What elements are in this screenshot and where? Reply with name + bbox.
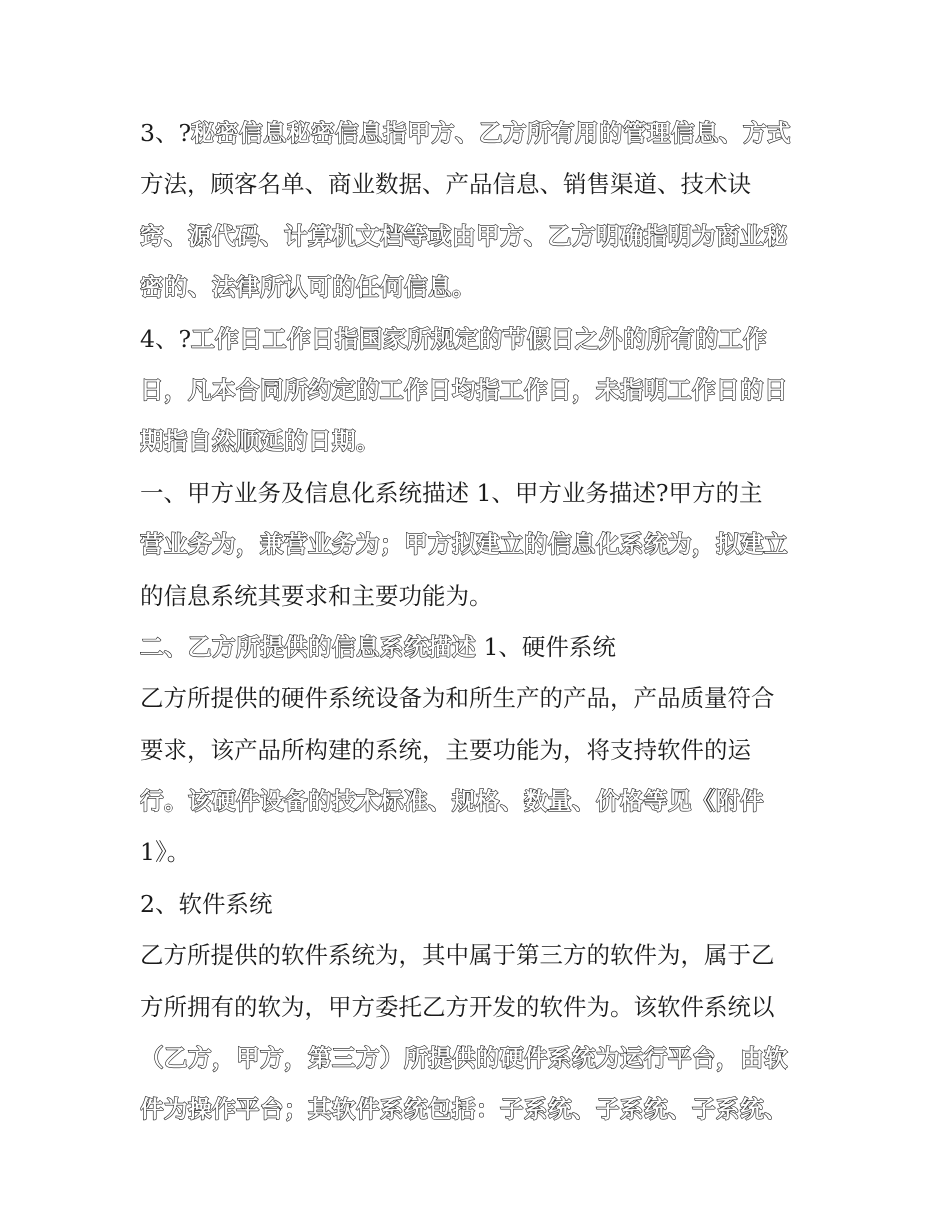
- document-body: [140, 108, 820, 1136]
- text-plain: 要求，该产品所构建的系统，主要功能为，将支持软件的运: [140, 735, 751, 764]
- text-plain: 乙方所提供的硬件系统设备为和所生产的产品，产品质量符合: [140, 684, 775, 713]
- text-line: [140, 1033, 820, 1084]
- text-line: [140, 879, 820, 930]
- text-line: [140, 416, 820, 467]
- text-line: [140, 108, 820, 159]
- text-line: [140, 673, 820, 724]
- text-outlined: 二、乙方所提供的信息系统描述: [140, 632, 476, 661]
- text-line: [140, 930, 820, 981]
- text-line: [140, 365, 820, 416]
- text-plain: 的信息系统其要求和主要功能为。: [140, 581, 493, 610]
- text-outlined: 件为操作平台；其软件系统包括：子系统、子系统、子系统、: [140, 1095, 788, 1124]
- text-line: [140, 211, 820, 262]
- text-line: [140, 776, 820, 827]
- text-line: [140, 725, 820, 776]
- text-outlined: 日，凡本合同所约定的工作日均指工作日，未指明工作日的日: [140, 375, 788, 404]
- text-outlined: 秘密信息秘密信息指甲方、乙方所有用的管理信息、方式: [191, 119, 792, 147]
- text-plain: 乙方所提供的软件系统为，其中属于第三方的软件为，属于乙: [140, 941, 775, 970]
- text-outlined: 营业务为，兼营业务为；甲方拟建立的信息化系统为，拟建立: [140, 530, 788, 559]
- text-plain: 1》。: [140, 838, 191, 867]
- text-line: [140, 1084, 820, 1135]
- text-plain: 4、?: [140, 324, 192, 353]
- text-outlined: 行。该硬件设备的技术标准、规格、数量、价格等见《附件: [140, 787, 764, 816]
- text-line: [140, 314, 820, 365]
- text-outlined: 窍、源代码、计算机文档等或由甲方、乙方明确指明为商业秘: [140, 221, 788, 250]
- text-line: [140, 468, 820, 519]
- text-plain: 方法，顾客名单、商业数据、产品信息、销售渠道、技术诀: [140, 170, 751, 199]
- text-outlined: （乙方，甲方，第三方）所提供的硬件系统为运行平台，由软: [140, 1044, 788, 1073]
- text-plain: 一、甲方业务及信息化系统描述 1、甲方业务描述?甲方的主: [140, 478, 763, 507]
- text-line: [140, 519, 820, 570]
- text-line: [140, 262, 820, 313]
- text-plain: 2、软件系统: [140, 889, 273, 918]
- text-line: [140, 159, 820, 210]
- text-outlined: 期指自然顺延的日期。: [140, 427, 380, 456]
- text-line: [140, 982, 820, 1033]
- text-plain: 1、硬件系统: [476, 632, 616, 661]
- text-plain: 3、?: [140, 119, 192, 147]
- text-outlined: 密的、法律所认可的任何信息。: [140, 273, 476, 302]
- text-line: [140, 622, 820, 673]
- text-plain: 方所拥有的软为，甲方委托乙方开发的软件为。该软件系统以: [140, 992, 775, 1021]
- text-outlined: 工作日工作日指国家所规定的节假日之外的所有的工作: [191, 324, 768, 353]
- text-line: [140, 827, 820, 878]
- text-line: [140, 571, 820, 622]
